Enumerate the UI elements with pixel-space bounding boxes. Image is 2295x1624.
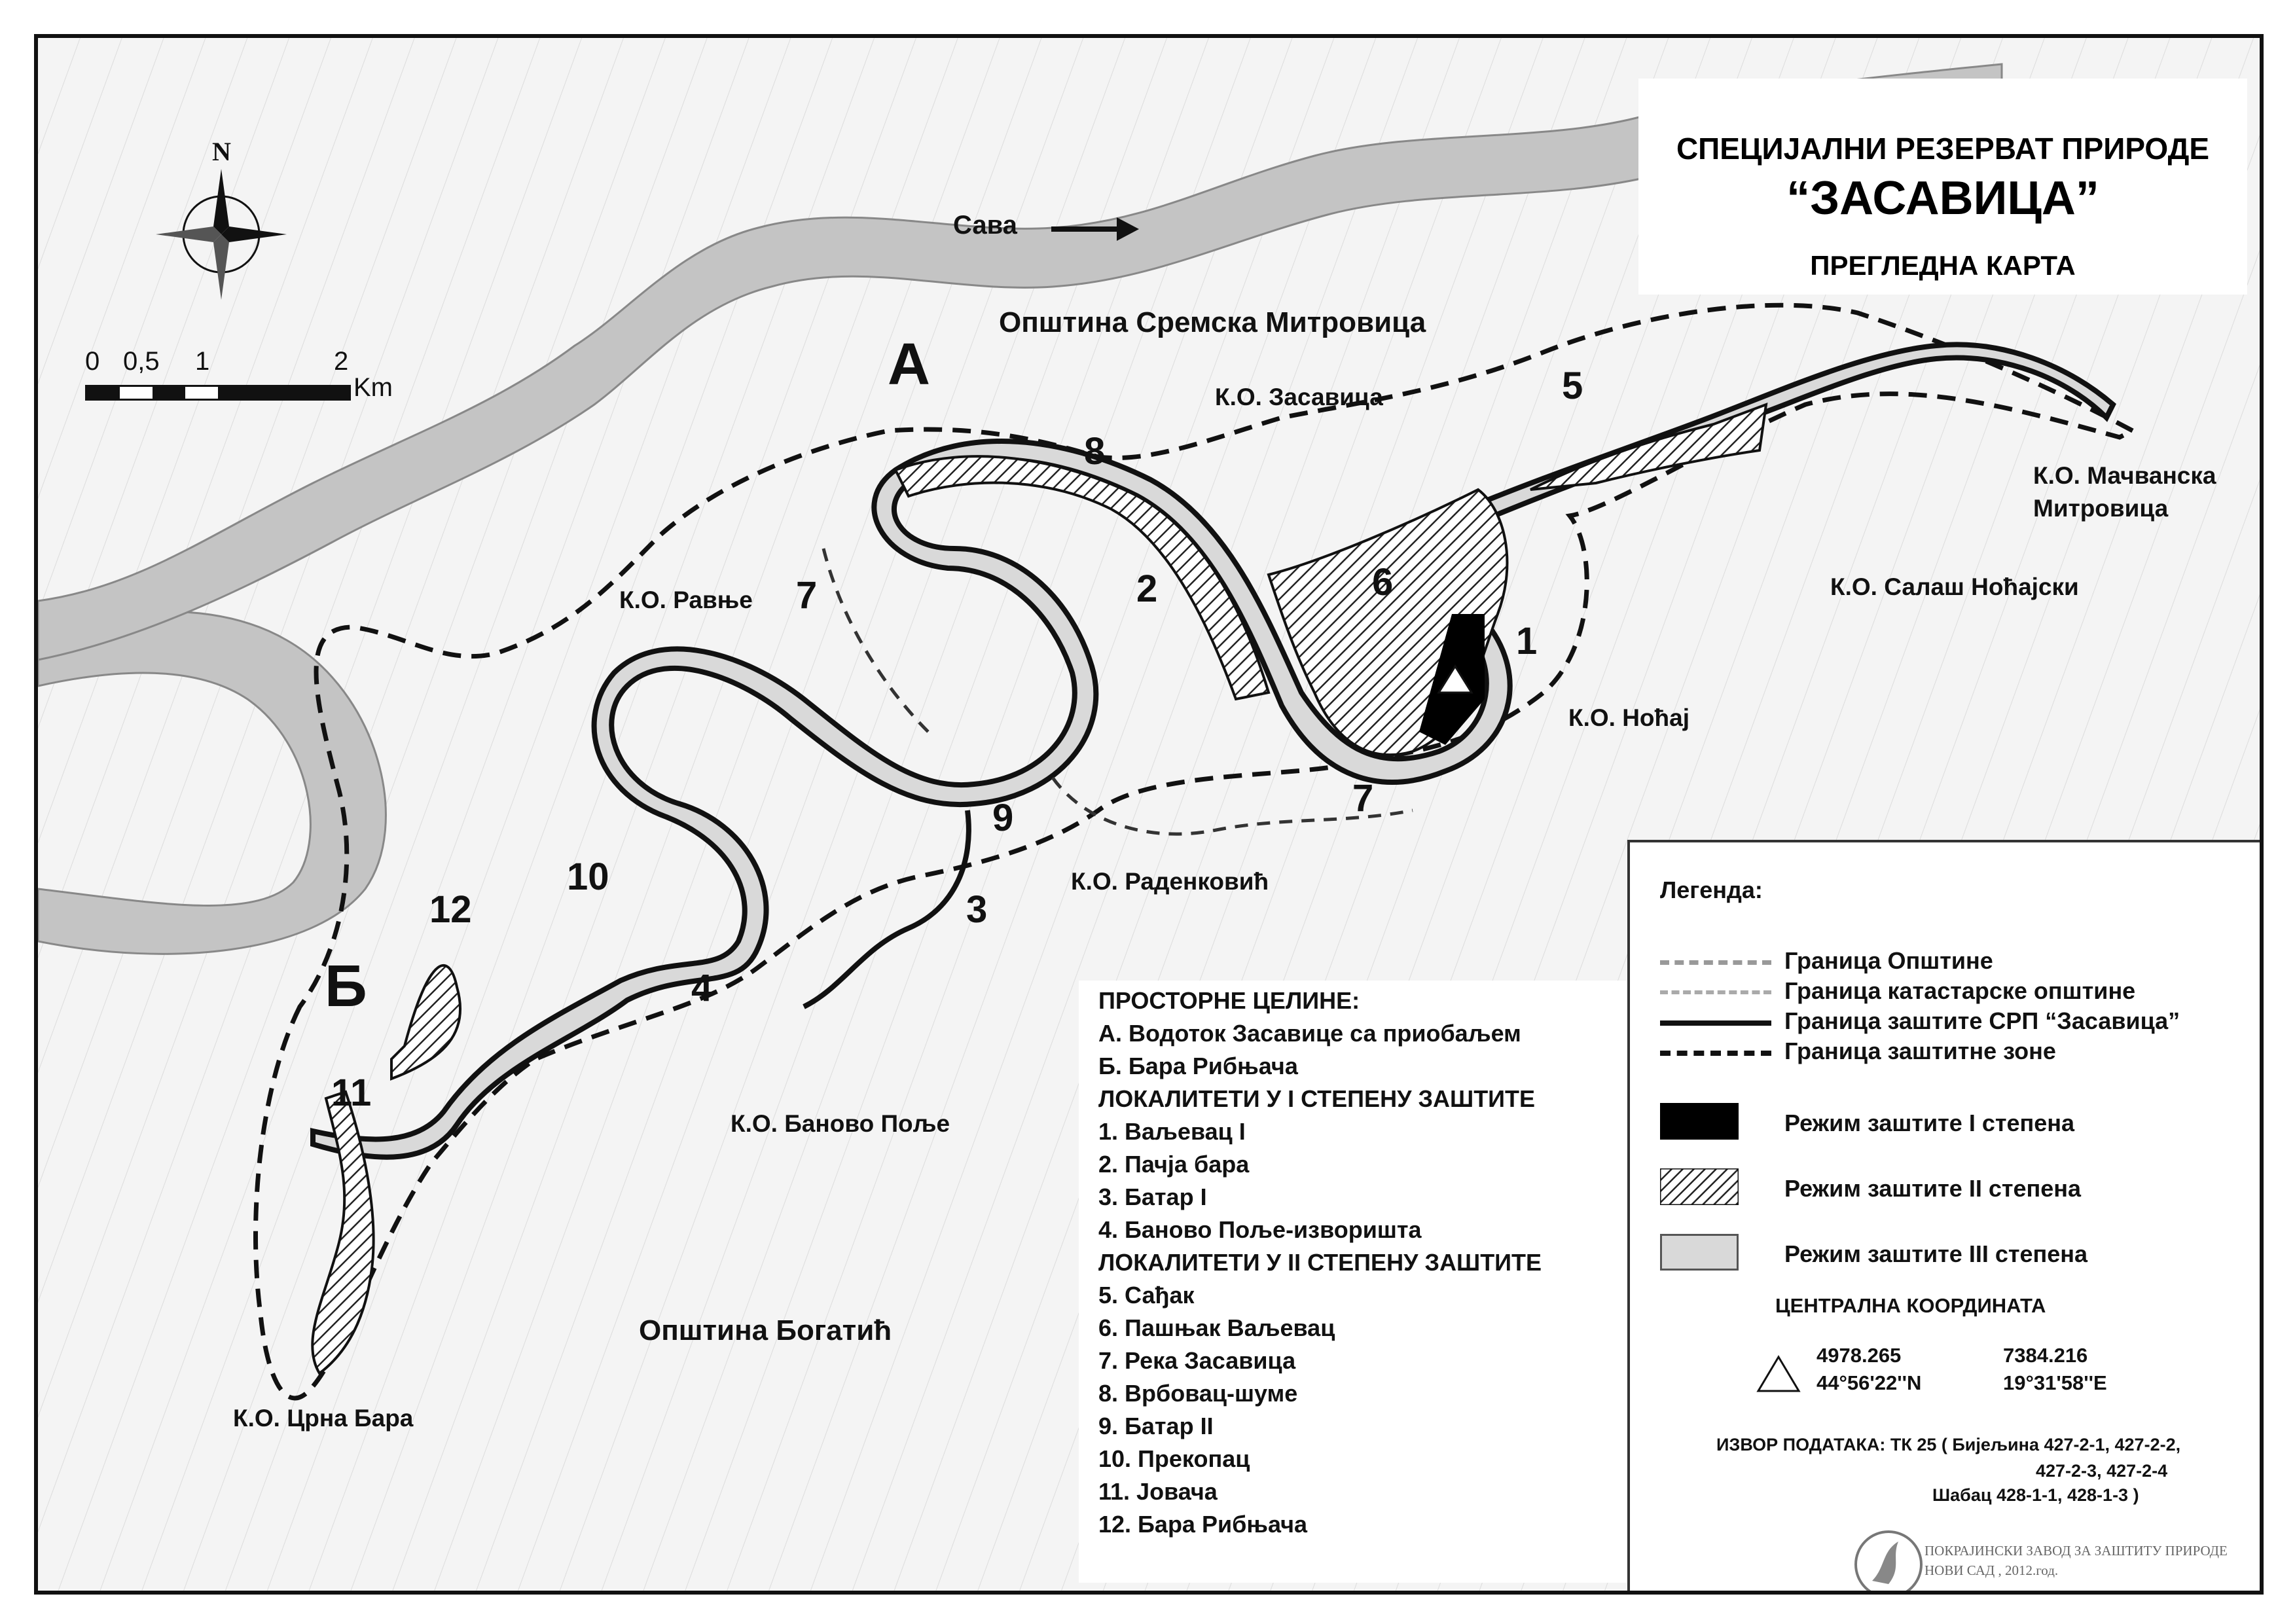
flow-arrow-head-icon	[1117, 217, 1139, 241]
site-3: 3. Батар I	[1098, 1183, 1207, 1210]
coord-lon: 19°31'58''E	[2003, 1371, 2107, 1394]
sava-label: Сава	[953, 211, 1017, 240]
legend-title: Легенда:	[1660, 876, 1763, 903]
site-number-12: 12	[429, 888, 472, 931]
site-number-4: 4	[691, 967, 713, 1009]
site-12: 12. Бара Рибњача	[1098, 1511, 1308, 1538]
title-line-1: СПЕЦИЈАЛНИ РЕЗЕРВАТ ПРИРОДЕ	[1676, 132, 2210, 166]
ko-banovo: К.О. Баново Поље	[731, 1110, 950, 1137]
coord-lat: 44°56'22''N	[1816, 1371, 1922, 1394]
legend-panel	[1627, 840, 2264, 1595]
zone-a: А. Водоток Засавице са приобаљем	[1098, 1020, 1521, 1047]
map-frame	[34, 34, 2264, 1595]
legend-regime1-label: Режим заштите I степена	[1784, 1110, 2075, 1136]
zones-panel	[1079, 981, 1629, 1583]
ko-macvanska-1: К.О. Мачванска	[2033, 462, 2216, 489]
site-number-7a: 7	[796, 574, 818, 617]
compass-north-label: N	[212, 137, 231, 166]
scale-tick-1: 1	[195, 347, 210, 376]
legend-buffer-label: Граница заштитне зоне	[1784, 1038, 2056, 1064]
zone-b: Б. Бара Рибњача	[1098, 1053, 1298, 1079]
legend-cadastral-line	[1660, 990, 1771, 994]
municipality-bogatic: Општина Богатић	[639, 1314, 892, 1346]
legend-regime2-label: Режим заштите II степена	[1784, 1175, 2082, 1202]
scale-tick-05: 0,5	[123, 347, 160, 376]
legend-regime3-label: Режим заштите III степена	[1784, 1240, 2088, 1267]
zone-letter-a: А	[888, 332, 930, 397]
legend-regime1-swatch	[1660, 1103, 1739, 1140]
site-6: 6. Пашњак Ваљевац	[1098, 1314, 1335, 1341]
site-5: 5. Сађак	[1098, 1282, 1195, 1308]
institute-logo-icon	[1852, 1528, 1925, 1595]
scale-tick-0: 0	[85, 347, 100, 376]
title-line-2: “ЗАСАВИЦА”	[1786, 172, 2099, 225]
ko-ravnje: К.О. Равње	[619, 586, 753, 613]
site-number-6: 6	[1372, 561, 1394, 604]
site-number-11: 11	[331, 1072, 372, 1114]
municipality-sremska: Општина Сремска Митровица	[999, 306, 1426, 338]
coord-y: 4978.265	[1816, 1344, 1902, 1367]
coord-triangle-icon	[1756, 1354, 1801, 1394]
scale-unit: Km	[353, 373, 393, 402]
source-line-2: 427-2-3, 427-2-4	[2036, 1461, 2168, 1481]
site-number-9: 9	[992, 797, 1014, 839]
compass-star-icon	[156, 169, 287, 300]
site-number-3: 3	[966, 888, 988, 931]
legend-buffer-line	[1660, 1051, 1771, 1056]
site-9: 9. Батар II	[1098, 1413, 1214, 1439]
flow-arrow-icon	[1051, 226, 1123, 232]
ko-macvanska-2: Митровица	[2033, 495, 2169, 522]
site-number-2: 2	[1136, 568, 1158, 610]
zone-letter-b: Б	[325, 954, 367, 1019]
legend-regime2-swatch	[1660, 1168, 1739, 1205]
site-number-10: 10	[567, 856, 609, 898]
site-number-1: 1	[1516, 620, 1538, 662]
site-number-5: 5	[1562, 365, 1583, 407]
site-number-8: 8	[1084, 430, 1106, 473]
ko-salas: К.О. Салаш Ноћајски	[1830, 573, 2079, 600]
ko-nocaj: К.О. Ноћај	[1568, 704, 1690, 731]
institute-line-2: НОВИ САД , 2012.год.	[1925, 1562, 2059, 1578]
legend-cadastral-label: Граница катастарске општине	[1784, 977, 2136, 1004]
ko-radenkovic: К.О. Раденковић	[1071, 868, 1269, 895]
zones-heading-2: ЛОКАЛИТЕТИ У I СТЕПЕНУ ЗАШТИТЕ	[1098, 1085, 1536, 1112]
ko-crna-bara: К.О. Црна Бара	[233, 1405, 414, 1432]
site-number-7b: 7	[1352, 777, 1374, 820]
coord-x: 7384.216	[2003, 1344, 2088, 1367]
zones-heading-1: ПРОСТОРНЕ ЦЕЛИНЕ:	[1098, 987, 1360, 1014]
site-10: 10. Прекопац	[1098, 1445, 1250, 1472]
coord-title: ЦЕНТРАЛНА КООРДИНАТА	[1775, 1294, 2046, 1317]
source-line-3: Шабац 428-1-1, 428-1-3 )	[1932, 1485, 2139, 1505]
zones-heading-3: ЛОКАЛИТЕТИ У II СТЕПЕНУ ЗАШТИТЕ	[1098, 1249, 1542, 1276]
scale-bar-graphic	[85, 385, 351, 401]
title-panel	[1638, 79, 2247, 295]
site-8: 8. Врбовац-шуме	[1098, 1380, 1298, 1407]
title-line-3: ПРЕГЛЕДНА КАРТА	[1810, 250, 2076, 281]
site-4: 4. Баново Поље-изворишта	[1098, 1216, 1422, 1243]
scale-tick-2: 2	[334, 347, 349, 376]
site-7: 7. Река Засавица	[1098, 1347, 1296, 1374]
ko-zasavica: К.О. Засавица	[1215, 384, 1383, 410]
institute-line-1: ПОКРАЈИНСКИ ЗАВОД ЗА ЗАШТИТУ ПРИРОДЕ	[1925, 1543, 2228, 1559]
legend-protection-label: Граница заштите СРП “Засавица”	[1784, 1007, 2180, 1034]
site-1: 1. Ваљевац I	[1098, 1118, 1246, 1145]
site-2: 2. Пачја бара	[1098, 1151, 1250, 1178]
legend-municipality-label: Граница Општине	[1784, 947, 1993, 974]
compass-rose	[156, 136, 287, 300]
legend-municipality-line	[1660, 960, 1771, 965]
source-line-1: ИЗВОР ПОДАТАКА: ТК 25 ( Бијељина 427-2-1, 427-2-2,	[1716, 1435, 2181, 1454]
legend-protection-line	[1660, 1020, 1771, 1026]
site-11: 11. Јовача	[1098, 1478, 1218, 1505]
legend-regime3-swatch	[1660, 1234, 1739, 1271]
